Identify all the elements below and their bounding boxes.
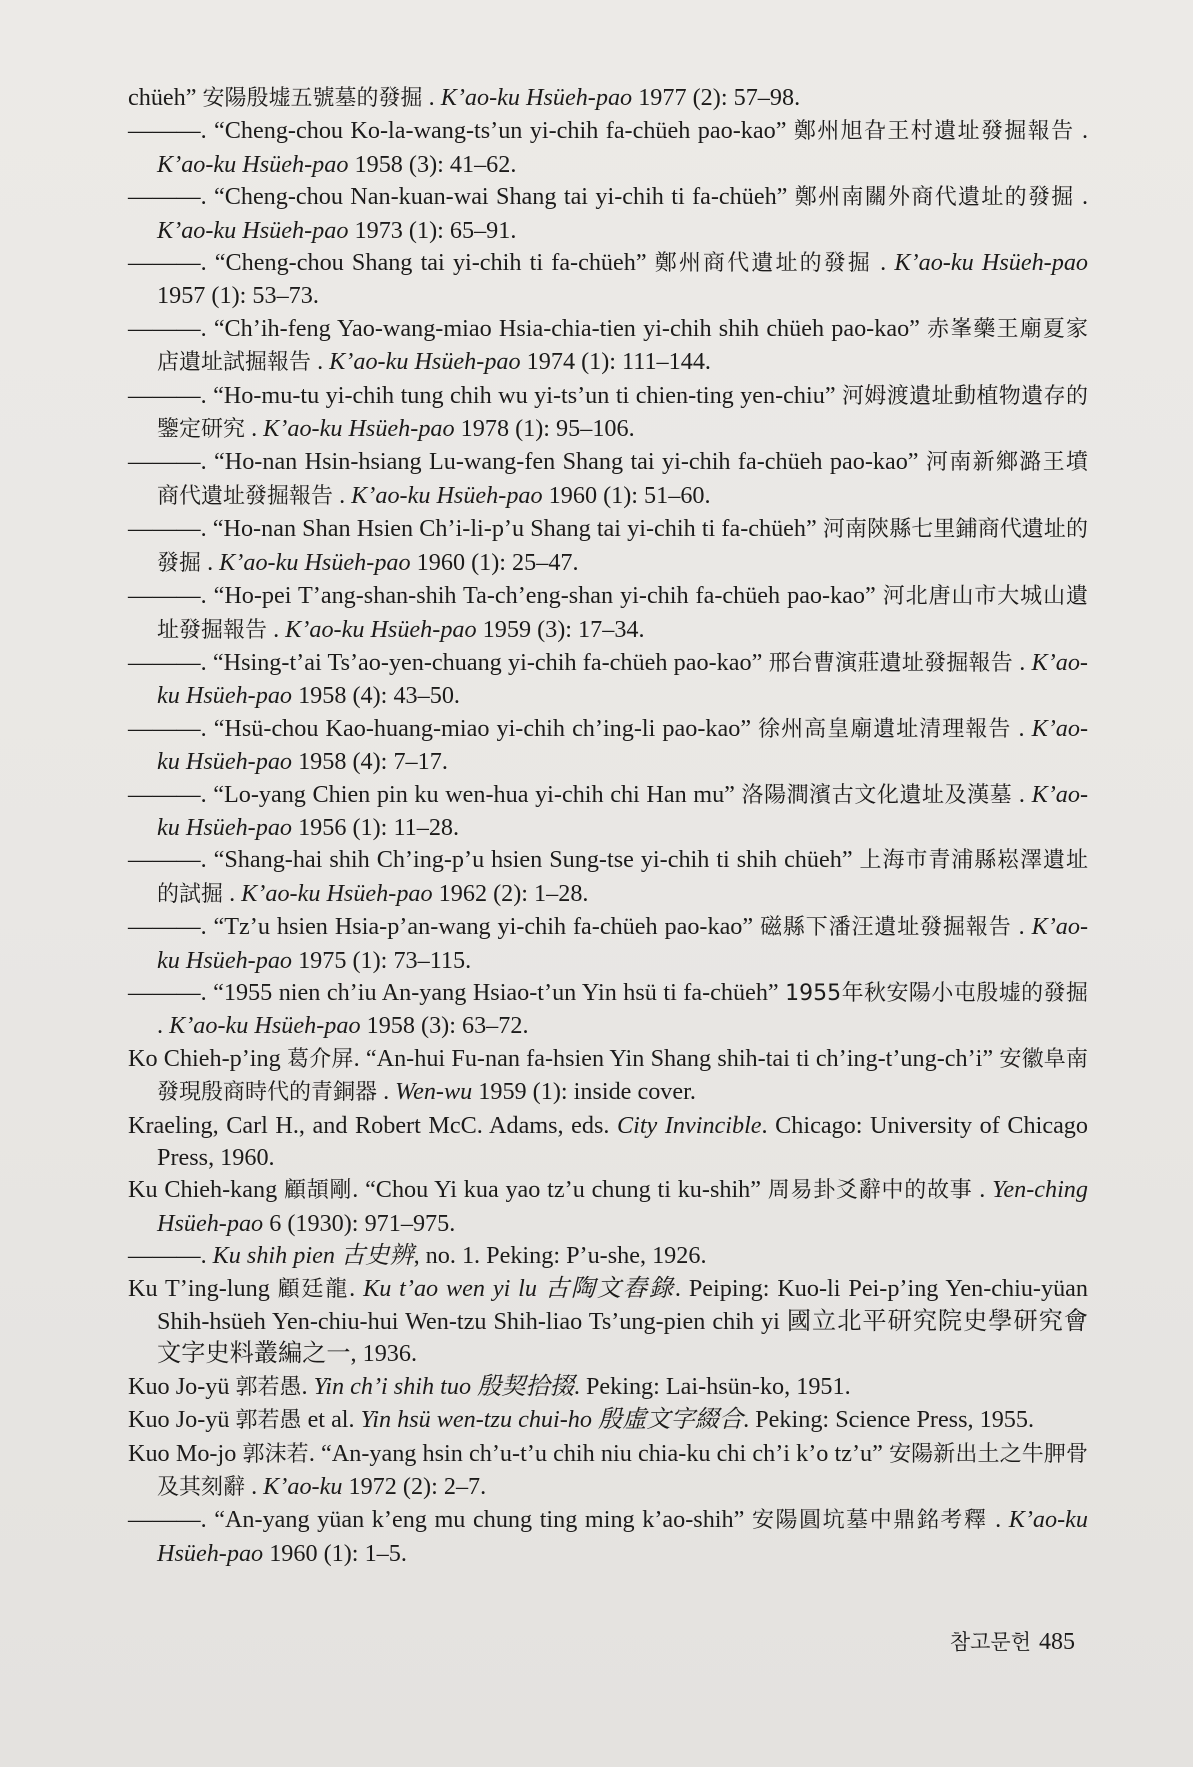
entry-title: .: [301, 1372, 314, 1400]
entry-journal: Yin ch’i shih tuo 殷契拾掇: [313, 1372, 574, 1400]
entry-title: . “Chou Yi kua yao tz’u chung ti ku-shih”: [352, 1176, 768, 1204]
entry-citation: 1975 (1): 73–115.: [292, 946, 472, 974]
entry-citation: , no. 1. Peking: P’u-she, 1926.: [413, 1242, 707, 1270]
entry-journal: Ku shih pien 古史辨: [212, 1242, 414, 1270]
entry-title-chinese: 周易卦爻辭中的故事: [767, 1178, 973, 1204]
bibliography-entry: ———. “1955 nien ch’iu An-yang Hsiao-t’un Yin hsü ti fa-chüeh” 1955年秋安陽小屯殷墟的發掘 . K’ao-ku Hsüeh-pao 1958 (3): 63–72.: [128, 978, 1088, 1040]
entry-title-chinese: 鄭州南關外商代遺址的發掘: [794, 185, 1075, 211]
entry-author: Kraeling, Carl H., and Robert McC. Adams, eds.: [128, 1111, 617, 1139]
entry-author: Ko Chieh-p’ing: [128, 1044, 287, 1072]
entry-citation: . Peking: Science Press, 1955.: [743, 1406, 1035, 1434]
bibliography-entry: Ku Chieh-kang 顧頡剛. “Chou Yi kua yao tz’u chung ti ku-shih” 周易卦爻辭中的故事 . Yen-ching Hsüeh-pao 6 (1930): 971–975.: [128, 1176, 1088, 1237]
entry-dash: ———.: [128, 515, 213, 543]
entry-title: “Hsing-t’ai Ts’ao-yen-chuang yi-chih fa-chüeh pao-kao”: [212, 648, 769, 676]
bibliography-entry: [128, 1240, 1088, 1272]
entry-author: Kuo Mo-jo: [128, 1439, 243, 1467]
entry-journal: K’ao-ku Hsüeh-pao: [157, 216, 349, 244]
bibliography-entry: ———. “Cheng-chou Shang tai yi-chih ti fa-chüeh” 鄭州商代遺址的發掘 . K’ao-ku Hsüeh-pao 1957 (1): 53–73.: [128, 249, 1089, 310]
entry-citation: 1960 (1): 25–47.: [410, 548, 579, 576]
entry-citation: 1960 (1): 51–60.: [542, 481, 711, 509]
bibliography-entry: ———. “Cheng-chou Ko-la-wang-ts’un yi-chih fa-chüeh pao-kao” 鄭州旭旮王村遺址發掘報告 . K’ao-ku Hsüeh-pao 1958 (3): 41–62.: [128, 117, 1088, 178]
entry-title: “Ho-pei T’ang-shan-shih Ta-ch’eng-shan yi-chih fa-chüeh pao-kao”: [213, 582, 883, 610]
entry-dash: ———.: [128, 648, 213, 676]
entry-title: “Cheng-chou Ko-la-wang-ts’un yi-chih fa-chüeh pao-kao”: [214, 117, 794, 145]
entry-title-chinese: 河姆渡遺址動植物遺存的鑒定研究: [157, 383, 1088, 443]
entry-author-chinese: 葛介屏: [286, 1046, 354, 1072]
entry-author: Kuo Jo-yü: [128, 1406, 236, 1434]
entry-journal: K’ao-ku Hsüeh-pao: [157, 150, 349, 178]
entry-dash: ———.: [128, 913, 214, 941]
entry-title-chinese: 磁縣下潘汪遺址發掘報告: [760, 915, 1012, 941]
entry-dash: ———.: [128, 1242, 213, 1270]
bibliography-entry: ———. “Cheng-chou Nan-kuan-wai Shang tai yi-chih ti fa-chüeh” 鄭州南關外商代遺址的發掘 . K’ao-ku Hsüeh-pao 1973 (1): 65–91.: [128, 183, 1089, 244]
entry-title-chinese: 邢台曹演莊遺址發掘報告: [768, 650, 1013, 676]
entry-journal: K’ao-ku Hsüeh-pao: [241, 879, 433, 907]
entry-title: .: [349, 1274, 364, 1302]
entry-journal: K’ao-ku Hsüeh-pao: [351, 481, 543, 509]
entry-citation: 1956 (1): 11–28.: [292, 813, 460, 841]
entry-title-chinese: 徐州高皇廟遺址清理報告: [758, 716, 1012, 742]
bibliography-entry: ———. “Ch’ih-feng Yao-wang-miao Hsia-chia-tien yi-chih shih chüeh pao-kao” 赤峯藥王廟夏家店遺址試掘報告 . K’ao-ku Hsüeh-pao 1974 (1): 111–144.: [128, 314, 1088, 376]
entry-title: . “An-yang hsin ch’u-t’u chih niu chia-ku chi ch’i k’o tz’u”: [308, 1439, 890, 1467]
entry-title: et al.: [301, 1406, 361, 1434]
entry-journal: K’ao-ku Hsüeh-pao: [285, 615, 477, 643]
entry-title: . “An-hui Fu-nan fa-hsien Yin Shang shih-tai ti ch’ing-t’ung-ch’i”: [353, 1044, 1000, 1072]
entry-citation: 1977 (2): 57–98.: [632, 84, 801, 111]
entry-journal: Wen-wu: [395, 1078, 473, 1106]
entry-journal: Yin hsü wen-tzu chui-ho 殷虛文字綴合: [360, 1406, 744, 1434]
entry-dash: ———.: [128, 714, 214, 742]
entry-title: “Hsü-chou Kao-huang-miao yi-chih ch’ing-li pao-kao”: [213, 714, 759, 742]
entry-journal: Ku t’ao wen yi lu 古陶文舂錄: [363, 1274, 675, 1302]
entry-journal: K’ao-ku Hsüeh-pao: [263, 415, 455, 443]
entry-citation: 1973 (1): 65–91.: [348, 216, 517, 244]
entry-citation: 1958 (4): 43–50.: [292, 682, 460, 710]
entry-title: “Ho-nan Shan Hsien Ch’i-li-p’u Shang tai yi-chih ti fa-chüeh”: [212, 515, 823, 543]
entry-dash: ———.: [128, 381, 214, 409]
entry-title-chinese: 赤峯藥王廟夏家店遺址試掘報告: [157, 316, 1088, 376]
entry-title-chinese: 洛陽澗濱古文化遺址及漢墓: [741, 782, 1013, 808]
bibliography-entry: Ko Chieh-p’ing 葛介屏. “An-hui Fu-nan fa-hsien Yin Shang shih-tai ti ch’ing-t’ung-ch’i” 安徽阜南發現殷商時代的青銅器 . Wen-wu 1959 (1): inside cover.: [128, 1044, 1088, 1106]
entry-journal: K’ao-ku Hsüeh-pao: [157, 648, 1088, 710]
bibliography-entry: [128, 1371, 1088, 1404]
entry-citation: 1958 (4): 7–17.: [292, 748, 448, 776]
entry-title: “Ch’ih-feng Yao-wang-miao Hsia-chia-tien yi-chih shih chüeh pao-kao”: [213, 314, 928, 342]
entry-journal: K’ao-ku: [263, 1473, 343, 1501]
entry-citation: 1962 (2): 1–28.: [432, 879, 589, 907]
bibliography-entry: ———. “Ho-pei T’ang-shan-shih Ta-ch’eng-shan yi-chih fa-chüeh pao-kao” 河北唐山市大城山遺址發掘報告 . K’ao-ku Hsüeh-pao 1959 (3): 17–34.: [128, 582, 1088, 643]
entry-journal: K’ao-ku Hsüeh-pao: [157, 913, 1088, 974]
bibliography-entry: chüeh” 安陽殷墟五號墓的發掘 . K’ao-ku Hsüeh-pao 1977 (2): 57–98.: [128, 84, 801, 111]
bibliography-entry: [128, 1404, 1088, 1437]
entry-citation: 1958 (3): 41–62.: [348, 150, 517, 178]
bibliography-entry: ———. “Ho-nan Hsin-hsiang Lu-wang-fen Shang tai yi-chih fa-chüeh pao-kao” 河南新鄉潞王墳商代遺址發掘報告 . K’ao-ku Hsüeh-pao 1960 (1): 51–60.: [128, 448, 1088, 509]
page-number: 485: [1039, 1629, 1075, 1655]
entry-journal: K’ao-ku Hsüeh-pao: [157, 714, 1088, 776]
entry-title-chinese: 河南新鄉潞王墳商代遺址發掘報告: [157, 450, 1088, 509]
entry-citation: 1957 (1): 53–73.: [157, 282, 319, 310]
entry-citation: 1974 (1): 111–144.: [520, 348, 711, 376]
entry-author-chinese: 顧頡剛: [284, 1178, 353, 1204]
entry-title: “Ho-nan Hsin-hsiang Lu-wang-fen Shang tai yi-chih fa-chüeh pao-kao”: [214, 448, 926, 476]
entry-title: chüeh”: [128, 84, 203, 111]
entry-journal: K’ao-ku Hsüeh-pao: [157, 1506, 1088, 1567]
entry-author-chinese: 郭若愚: [235, 1374, 302, 1400]
entry-author-chinese: 顧廷龍: [277, 1276, 350, 1302]
entry-title: “Tz’u hsien Hsia-p’an-wang yi-chih fa-chüeh pao-kao”: [213, 913, 761, 941]
entry-citation: 1959 (3): 17–34.: [476, 615, 645, 643]
entry-journal: K’ao-ku Hsüeh-pao: [169, 1012, 361, 1040]
entry-title-chinese: 安陽殷墟五號墓的發掘: [202, 86, 423, 111]
entry-title-chinese: 安陽新出土之牛胛骨及其刻辭: [157, 1441, 1088, 1501]
entry-dash: ———.: [128, 249, 215, 277]
entry-citation: . Chicago: University of Chicago Press, 1960.: [157, 1111, 1088, 1171]
entry-journal: K’ao-ku Hsüeh-pao: [894, 249, 1089, 277]
entry-citation: 1958 (3): 63–72.: [360, 1012, 529, 1040]
entry-title: “Shang-hai shih Ch’ing-p’u hsien Sung-tse yi-chih ti shih chüeh”: [213, 846, 860, 874]
entry-dash: ———.: [128, 117, 215, 145]
entry-journal: City Invincible: [616, 1111, 762, 1139]
entry-title-chinese: 河南陝縣七里鋪商代遺址的發掘: [157, 517, 1088, 576]
entry-citation: 1959 (1): inside cover.: [472, 1078, 696, 1106]
entry-title: “An-yang yüan k’eng mu chung ting ming k’ao-shih”: [214, 1506, 752, 1534]
bibliography-entry: ———. “Hsü-chou Kao-huang-miao yi-chih ch’ing-li pao-kao” 徐州高皇廟遺址清理報告 . K’ao-ku Hsüeh-pao 1958 (4): 7–17.: [128, 714, 1088, 776]
entry-title-chinese: 上海市青浦縣崧澤遺址的試掘: [157, 848, 1088, 907]
entry-author: Ku T’ing-lung: [128, 1274, 278, 1302]
entry-title-chinese: 鄭州旭旮王村遺址發掘報告: [793, 119, 1075, 145]
entry-author-chinese: 郭沫若: [242, 1441, 309, 1467]
entry-dash: ———.: [128, 314, 214, 342]
entry-dash: ———.: [128, 1506, 215, 1534]
entry-title-chinese: 安陽圓坑墓中鼎銘考釋: [751, 1508, 988, 1534]
bibliography-entry: Kuo Mo-jo 郭沫若. “An-yang hsin ch’u-t’u chih niu chia-ku chi ch’i k’o tz’u” 安陽新出土之牛胛骨及其刻辭 . K’ao-ku 1972 (2): 2–7.: [128, 1439, 1088, 1501]
bibliography-list: [128, 82, 1088, 1570]
entry-journal: K’ao-ku Hsüeh-pao: [219, 548, 411, 576]
bibliography-entry: ———. “Tz’u hsien Hsia-p’an-wang yi-chih fa-chüeh pao-kao” 磁縣下潘汪遺址發掘報告 . K’ao-ku Hsüeh-pao 1975 (1): 73–115.: [128, 913, 1088, 974]
entry-author-chinese: 郭若愚: [235, 1408, 302, 1434]
bibliography-entry: ———. “An-yang yüan k’eng mu chung ting ming k’ao-shih” 安陽圓坑墓中鼎銘考釋 . K’ao-ku Hsüeh-pao 1960 (1): 1–5.: [128, 1506, 1088, 1567]
entry-citation: 1972 (2): 2–7.: [342, 1473, 487, 1501]
bibliography-entry: [128, 1110, 1088, 1175]
bibliography-entry: ———. “Hsing-t’ai Ts’ao-yen-chuang yi-chih fa-chüeh pao-kao” 邢台曹演莊遺址發掘報告 . K’ao-ku Hsüeh-pao 1958 (4): 43–50.: [128, 648, 1088, 710]
bibliography-entry: ———. “Lo-yang Chien pin ku wen-hua yi-chih chi Han mu” 洛陽澗濱古文化遺址及漢墓 . K’ao-ku Hsüeh-pao 1956 (1): 11–28.: [128, 780, 1088, 841]
bibliography-entry: ———. “Shang-hai shih Ch’ing-p’u hsien Sung-tse yi-chih ti shih chüeh” 上海市青浦縣崧澤遺址的試掘 . K’ao-ku Hsüeh-pao 1962 (2): 1–28.: [128, 846, 1088, 907]
entry-title-chinese: 安徽阜南發現殷商時代的青銅器: [157, 1046, 1088, 1106]
entry-title-chinese: 鄭州商代遺址的發掘: [654, 251, 872, 277]
entry-citation: . Peking: Lai-hsün-ko, 1951.: [573, 1372, 851, 1400]
entry-dash: ———.: [128, 978, 214, 1006]
entry-citation: 1978 (1): 95–106.: [454, 415, 635, 443]
entry-title: “Ho-mu-tu yi-chih tung chih wu yi-ts’un ti chien-ting yen-chiu”: [213, 381, 843, 409]
footer-label: 참고문헌: [949, 1630, 1031, 1654]
entry-dash: ———.: [128, 582, 214, 610]
bibliography-entry: [128, 1273, 1088, 1371]
entry-title: “Cheng-chou Shang tai yi-chih ti fa-chüeh”: [214, 249, 655, 277]
entry-author: Kuo Jo-yü: [128, 1372, 236, 1400]
entry-journal: K’ao-ku Hsüeh-pao: [157, 780, 1088, 841]
entry-title-chinese: 1955年秋安陽小屯殷墟的發掘: [785, 980, 1088, 1006]
entry-journal: Yen-ching Hsüeh-pao: [157, 1176, 1088, 1237]
entry-title: “Cheng-chou Nan-kuan-wai Shang tai yi-chih ti fa-chüeh”: [213, 183, 795, 211]
bibliography-entry: ———. “Ho-nan Shan Hsien Ch’i-li-p’u Shang tai yi-chih ti fa-chüeh” 河南陝縣七里鋪商代遺址的發掘 . K’ao-ku Hsüeh-pao 1960 (1): 25–47.: [128, 515, 1088, 576]
entry-journal: K’ao-ku Hsüeh-pao: [329, 348, 521, 376]
entry-title: “1955 nien ch’iu An-yang Hsiao-t’un Yin hsü ti fa-chüeh”: [213, 978, 786, 1006]
entry-dash: ———.: [128, 780, 214, 808]
entry-dash: ———.: [128, 846, 214, 874]
entry-dash: ———.: [128, 183, 214, 211]
entry-author: Ku Chieh-kang: [128, 1176, 284, 1204]
entry-dash: ———.: [128, 448, 214, 476]
bibliography-entry: ———. “Ho-mu-tu yi-chih tung chih wu yi-ts’un ti chien-ting yen-chiu” 河姆渡遺址動植物遺存的鑒定研究 . K’ao-ku Hsüeh-pao 1978 (1): 95–106.: [128, 381, 1088, 443]
entry-citation: 6 (1930): 971–975.: [263, 1209, 456, 1237]
entry-title-chinese: 河北唐山市大城山遺址發掘報告: [157, 584, 1088, 643]
page-footer: [950, 1626, 1075, 1656]
entry-citation: 1960 (1): 1–5.: [263, 1539, 407, 1567]
entry-title: “Lo-yang Chien pin ku wen-hua yi-chih chi Han mu”: [213, 780, 742, 808]
entry-journal: K’ao-ku Hsüeh-pao: [440, 84, 633, 111]
entry-citation: . Peiping: Kuo-li Pei-p’ing Yen-chiu-yüan Shih-hsüeh Yen-chiu-hui Wen-tzu Shih-liao Ts’ung-pien chih yi 國立北平研究院史學研究會文字史料叢編之一, 1936.: [157, 1274, 1088, 1368]
